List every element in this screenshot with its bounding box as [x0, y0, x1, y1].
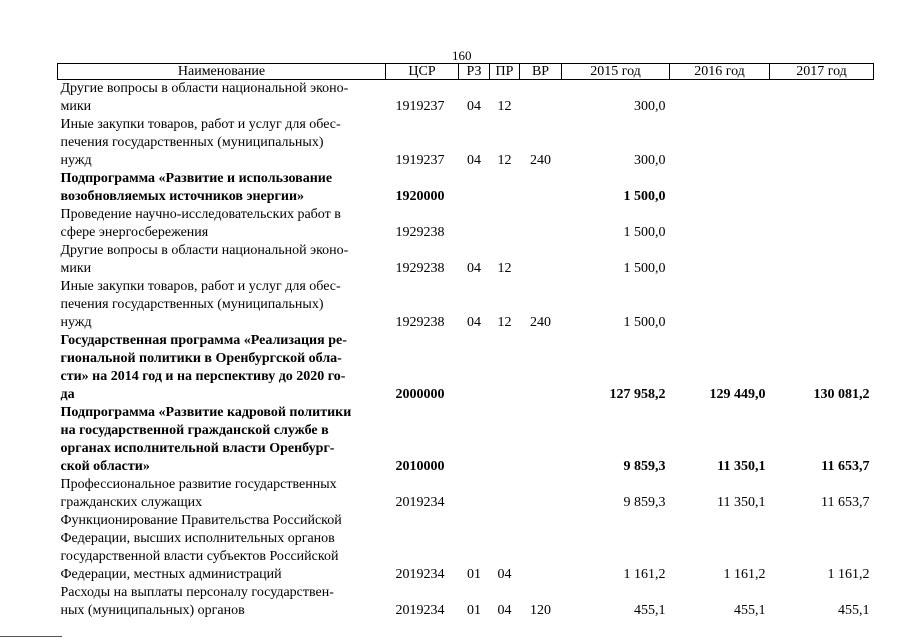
row-2016: 455,1: [734, 603, 766, 618]
row-2016: 11 350,1: [717, 459, 766, 474]
row-name: Профессиональное развитие государственных гражданских служащих: [60, 477, 337, 510]
row-pr: 04: [497, 567, 512, 582]
row-name: Другие вопросы в области национальной эконо- мики: [60, 243, 349, 276]
row-rz: [459, 404, 490, 476]
table-row: [58, 332, 874, 404]
row-2015: 300,0: [634, 153, 666, 168]
table-row: [58, 584, 874, 620]
table-row: [58, 116, 874, 170]
row-rz: 04: [467, 261, 481, 276]
row-2016: [670, 116, 770, 170]
row-2015: 127 958,2: [609, 387, 666, 402]
row-csr: 2010000: [395, 459, 445, 474]
row-2017: [770, 116, 874, 170]
row-2015: 9 859,3: [623, 459, 666, 474]
budget-table: [57, 63, 874, 620]
row-name: Иные закупки товаров, работ и услуг для обес- печения государственных (муниципальных) нужд: [60, 117, 341, 168]
row-2016: [670, 80, 770, 117]
row-2015: 1 161,2: [623, 567, 666, 582]
row-pr: 12: [497, 261, 512, 276]
row-vr: [520, 206, 562, 242]
row-rz: 01: [467, 603, 481, 618]
row-vr: [520, 332, 562, 404]
row-2015: 300,0: [634, 99, 666, 114]
row-vr: 240: [530, 153, 551, 168]
page-number: 160: [452, 48, 472, 63]
row-rz: [459, 332, 490, 404]
row-csr: 2019234: [395, 495, 445, 510]
row-vr: 120: [530, 603, 551, 618]
row-name: Расходы на выплаты персоналу государствен- ных (муниципальных) органов: [60, 585, 334, 618]
header-pr: ПР: [490, 64, 520, 80]
table-row: [58, 80, 874, 117]
row-2016: 1 161,2: [723, 567, 766, 582]
header-2015: 2015 год: [562, 64, 670, 80]
row-vr: [520, 476, 562, 512]
row-2017: [770, 80, 874, 117]
row-csr: 2019234: [395, 567, 445, 582]
table-row: [58, 170, 874, 206]
row-pr: [490, 332, 520, 404]
row-2016: [670, 278, 770, 332]
row-rz: [459, 170, 490, 206]
row-csr: 1929238: [395, 315, 445, 330]
row-name: Государственная программа «Реализация ре- гиональной политики в Оренбургской обла- сти» на 2014 год и на перспективу до 2020 го- да: [60, 333, 347, 402]
row-rz: 04: [467, 99, 481, 114]
row-rz: 04: [467, 315, 481, 330]
row-rz: [459, 206, 490, 242]
row-csr: 1920000: [395, 189, 445, 204]
row-2015: 1 500,0: [623, 189, 666, 204]
table-row: [58, 404, 874, 476]
row-2016: [670, 170, 770, 206]
row-vr: [520, 242, 562, 278]
row-name: Функционирование Правительства Российской Федерации, высших исполнительных органов государственной власти субъектов Российской Федерации, местных администраций: [60, 513, 342, 582]
table-row: [58, 476, 874, 512]
header-name: Наименование: [58, 64, 386, 80]
row-name: Иные закупки товаров, работ и услуг для обес- печения государственных (муниципальных) нужд: [60, 279, 341, 330]
table-row: [58, 242, 874, 278]
row-name: Подпрограмма «Развитие и использование возобновляемых источников энергии»: [60, 171, 333, 204]
row-vr: [520, 170, 562, 206]
row-pr: [490, 476, 520, 512]
row-pr: 12: [497, 153, 512, 168]
row-csr: 2000000: [395, 387, 445, 402]
row-vr: [520, 404, 562, 476]
row-2016: 11 350,1: [717, 495, 766, 510]
row-2017: [770, 278, 874, 332]
table-row: [58, 278, 874, 332]
row-2016: [670, 206, 770, 242]
row-csr: 1919237: [395, 153, 445, 168]
row-2017: 11 653,7: [821, 459, 870, 474]
row-pr: 12: [497, 315, 512, 330]
row-csr: 1919237: [395, 99, 445, 114]
row-2015: 1 500,0: [623, 315, 666, 330]
row-2017: [770, 206, 874, 242]
row-pr: 04: [497, 603, 512, 618]
row-2015: 9 859,3: [623, 495, 666, 510]
header-csr: ЦСР: [386, 64, 459, 80]
row-name: Другие вопросы в области национальной эконо- мики: [60, 81, 349, 114]
row-2015: 1 500,0: [623, 261, 666, 276]
row-pr: [490, 206, 520, 242]
row-2015: 1 500,0: [623, 225, 666, 240]
bottom-divider: [0, 636, 62, 637]
row-csr: 1929238: [395, 261, 445, 276]
row-2017: 130 081,2: [813, 387, 870, 402]
row-pr: [490, 170, 520, 206]
header-rz: РЗ: [459, 64, 490, 80]
row-pr: 12: [497, 99, 512, 114]
header-2017: 2017 год: [770, 64, 874, 80]
row-2017: [770, 242, 874, 278]
row-csr: 2019234: [395, 603, 445, 618]
header-2016: 2016 год: [670, 64, 770, 80]
row-2016: [670, 242, 770, 278]
row-vr: [520, 80, 562, 117]
row-name: Подпрограмма «Развитие кадровой политики на государственной гражданской службе в органах исполнительной власти Оренбург- ской области»: [60, 405, 352, 474]
row-2017: 455,1: [838, 603, 870, 618]
row-vr: [520, 512, 562, 584]
table-row: [58, 206, 874, 242]
row-rz: 01: [467, 567, 481, 582]
row-2017: 11 653,7: [821, 495, 870, 510]
row-csr: 1929238: [395, 225, 445, 240]
row-vr: 240: [530, 315, 551, 330]
table-row: [58, 512, 874, 584]
row-name: Проведение научно-исследовательских работ в сфере энергосбережения: [60, 207, 341, 240]
header-vr: ВР: [520, 64, 562, 80]
row-2015: 455,1: [634, 603, 666, 618]
row-rz: 04: [467, 153, 481, 168]
row-rz: [459, 476, 490, 512]
row-pr: [490, 404, 520, 476]
row-2016: 129 449,0: [709, 387, 766, 402]
table-header-row: [58, 64, 874, 80]
row-2017: [770, 170, 874, 206]
row-2017: 1 161,2: [827, 567, 870, 582]
